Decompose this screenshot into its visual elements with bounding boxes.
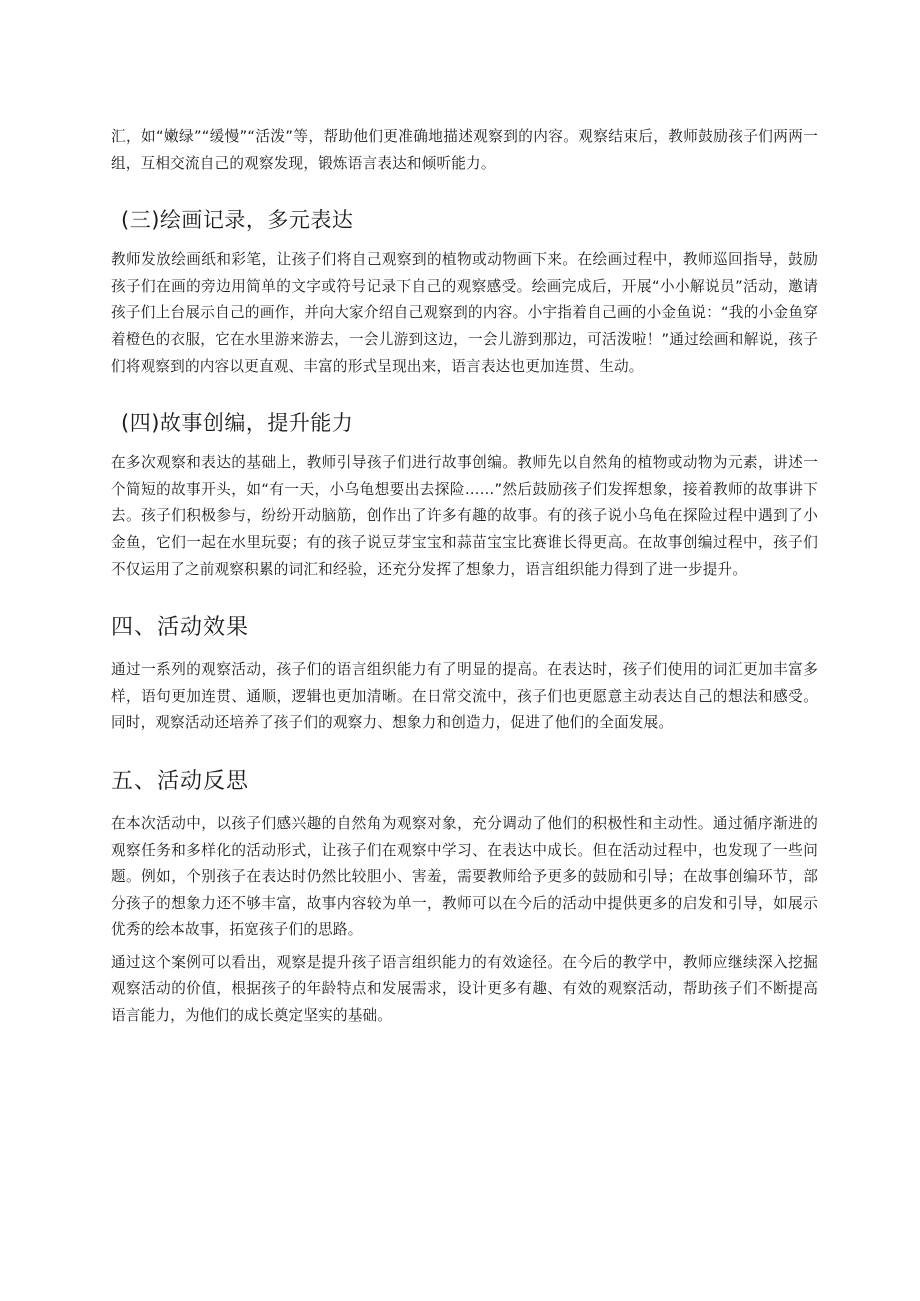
intro-section <box>111 124 818 177</box>
effects-paragraph: 通过一系列的观察活动，孩子们的语言组织能力有了明显的提高。在表达时，孩子们使用的词汇更加丰富多样，语句更加连贯、通顺，逻辑也更加清晰。在日常交流中，孩子们也更愿意主动表达自己的想法和感受。同时，观察活动还培养了孩子们的观察力、想象力和创造力，促进了他们的全面发展。 <box>111 661 818 732</box>
section-activity-reflection <box>111 767 818 1030</box>
section-heading-reflection: 五、活动反思 <box>111 768 250 794</box>
intro-paragraph: 汇，如“嫩绿”“缓慢”“活泼”等，帮助他们更准确地描述观察到的内容。观察结束后，教师鼓励孩子们两两一组，互相交流自己的观察发现，锻炼语言表达和倾听能力。 <box>111 128 818 172</box>
section-heading-story: (四)故事创编，提升能力 <box>121 411 354 436</box>
story-paragraph: 在多次观察和表达的基础上，教师引导孩子们进行故事创编。教师先以自然角的植物或动物为元素，讲述一个简短的故事开头，如“有一天，小乌龟想要出去探险……”然后鼓励孩子们发挥想象，接着教师的故事讲下去。孩子们积极参与，纷纷开动脑筋，创作出了许多有趣的故事。有的孩子说小乌龟在探险过程中遇到了小金鱼，它们一起在水里玩耍；有的孩子说豆芽宝宝和蒜苗宝宝比赛谁长得更高。在故事创编过程中，孩子们不仅运用了之前观察积累的词汇和经验，还充分发挥了想象力，语言组织能力得到了进一步提升。 <box>111 454 818 578</box>
document-page <box>111 124 818 1030</box>
section-story-creation <box>111 408 818 583</box>
reflection-paragraph-1: 在本次活动中，以孩子们感兴趣的自然角为观察对象，充分调动了他们的积极性和主动性。通过循序渐进的观察任务和多样化的活动形式，让孩子们在观察中学习、在表达中成长。但在活动过程中，也发现了一些问题。例如，个别孩子在表达时仍然比较胆小、害羞，需要教师给予更多的鼓励和引导；在故事创编环节，部分孩子的想象力还不够丰富，故事内容较为单一，教师可以在今后的活动中提供更多的启发和引导，如展示优秀的绘本故事，拓宽孩子们的思路。 <box>111 814 818 939</box>
section-drawing-record <box>111 205 818 380</box>
reflection-paragraph-2: 通过这个案例可以看出，观察是提升孩子语言组织能力的有效途径。在今后的教学中，教师应继续深入挖掘观察活动的价值，根据孩子的年龄特点和发展需求，设计更多有趣、有效的观察活动，帮助孩子们不断提高语言能力，为他们的成长奠定坚实的基础。 <box>111 953 818 1025</box>
drawing-paragraph: 教师发放绘画纸和彩笔，让孩子们将自己观察到的植物或动物画下来。在绘画过程中，教师巡回指导，鼓励孩子们在画的旁边用简单的文字或符号记录下自己的观察感受。绘画完成后，开展“小小解说员”活动，邀请孩子们上台展示自己的画作，并向大家介绍自己观察到的内容。小宇指着自己画的小金鱼说：“我的小金鱼穿着橙色的衣服，它在水里游来游去，一会儿游到这边，一会儿游到那边，可活泼啦！”通过绘画和解说，孩子们将观察到的内容以更直观、丰富的形式呈现出来，语言表达也更加连贯、生动。 <box>111 251 818 375</box>
section-activity-effects <box>111 613 818 737</box>
section-heading-drawing: (三)绘画记录，多元表达 <box>121 208 354 233</box>
section-heading-effects: 四、活动效果 <box>111 615 250 641</box>
